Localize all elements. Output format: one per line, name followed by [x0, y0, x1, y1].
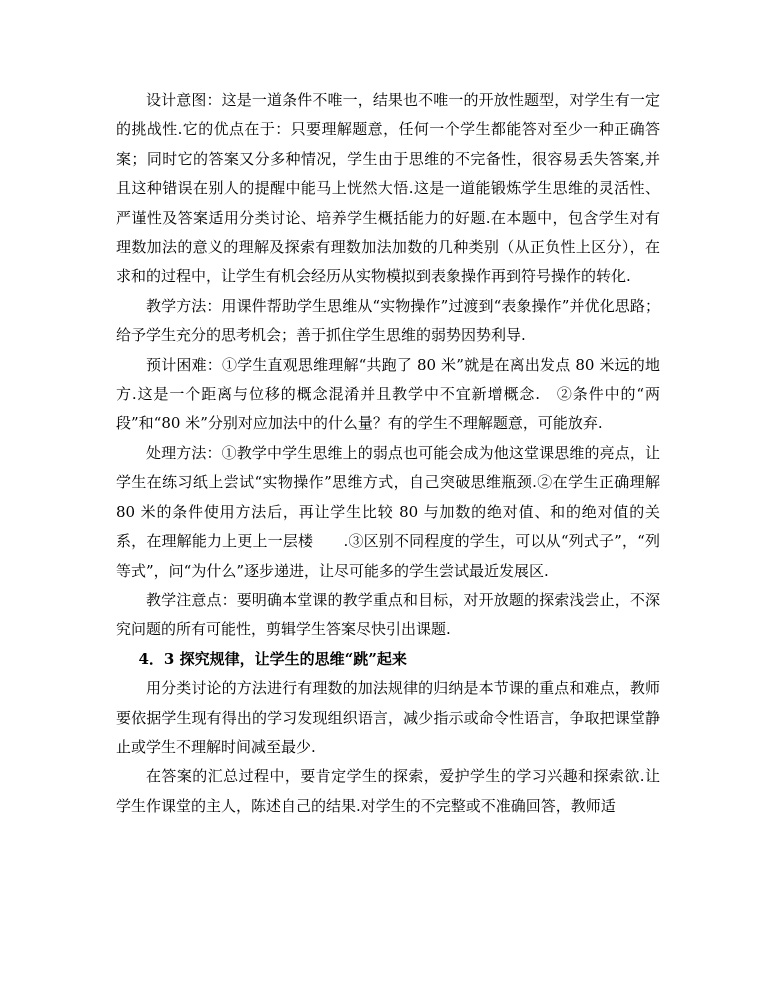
- paragraph-answer-summary: 在答案的汇总过程中，要肯定学生的探索，爱护学生的学习兴趣和探索欲.让学生作课堂的主人，陈述自己的结果.对学生的不完整或不准确回答，教师适: [116, 767, 660, 815]
- paragraph-handling-method: 处理方法：①教学中学生思维上的弱点也可能会成为他这堂课思维的亮点，让学生在练习纸上尝试“实物操作”思维方式，自己突破思维瓶颈.②在学生正确理解 80 米的条件使用方法后，再让学生比较 80 与加数的绝对值、和的绝对值的关系，在理解能力上更上一层楼 .③区别不同程度的学生，可以从“列式子”，“列等式”，问“为什么”逐步递进，让尽可能多的学生尝试最近发展区.: [116, 443, 660, 580]
- paragraph-teaching-notes: 教学注意点：要明确本堂课的教学重点和目标，对开放题的探索浅尝止，不深究问题的所有可能性，剪辑学生答案尽快引出课题.: [116, 590, 660, 639]
- paragraph-teaching-method: 教学方法：用课件帮助学生思维从“实物操作”过渡到“表象操作”并优化思路；给予学生充分的思考机会；善于抓住学生思维的弱势因势利导.: [116, 296, 660, 345]
- paragraph-classification-method: 用分类讨论的方法进行有理数的加法规律的归纳是本节课的重点和难点，教师要依据学生现有得出的学习发现组织语言，减少指示或命令性语言，争取把课堂静止或学生不理解时间减至最少.: [116, 679, 660, 756]
- paragraph-expected-difficulty: 预计困难：①学生直观思维理解“共跑了 80 米”就是在离出发点 80 米远的地方.这是一个距离与位移的概念混淆并且教学中不宜新增概念. ②条件中的“两段”和“80 米”分别对应加法中的什么量？有的学生不理解题意，可能放弃.: [116, 355, 660, 433]
- document-page: [116, 86, 660, 821]
- paragraph-design-intent: 设计意图：这是一道条件不唯一，结果也不唯一的开放性题型，对学生有一定的挑战性.它的优点在于：只要理解题意，任何一个学生都能答对至少一种正确答案；同时它的答案又分多种情况，学生由于思维的不完备性，很容易丢失答案,并且这种错误在别人的提醒中能马上恍然大悟.这是一道能锻炼学生思维的灵活性、严谨性及答案适用分类讨论、培养学生概括能力的好题.在本题中，包含学生对有理数加法的意义的理解及探索有理数加法加数的几种类别（从正负性上区分），在求和的过程中，让学生有机会经历从实物模拟到表象操作再到符号操作的转化.: [116, 91, 660, 286]
- section-heading: 4．3 探究规律，让学生的思维“跳”起来: [138, 649, 407, 668]
